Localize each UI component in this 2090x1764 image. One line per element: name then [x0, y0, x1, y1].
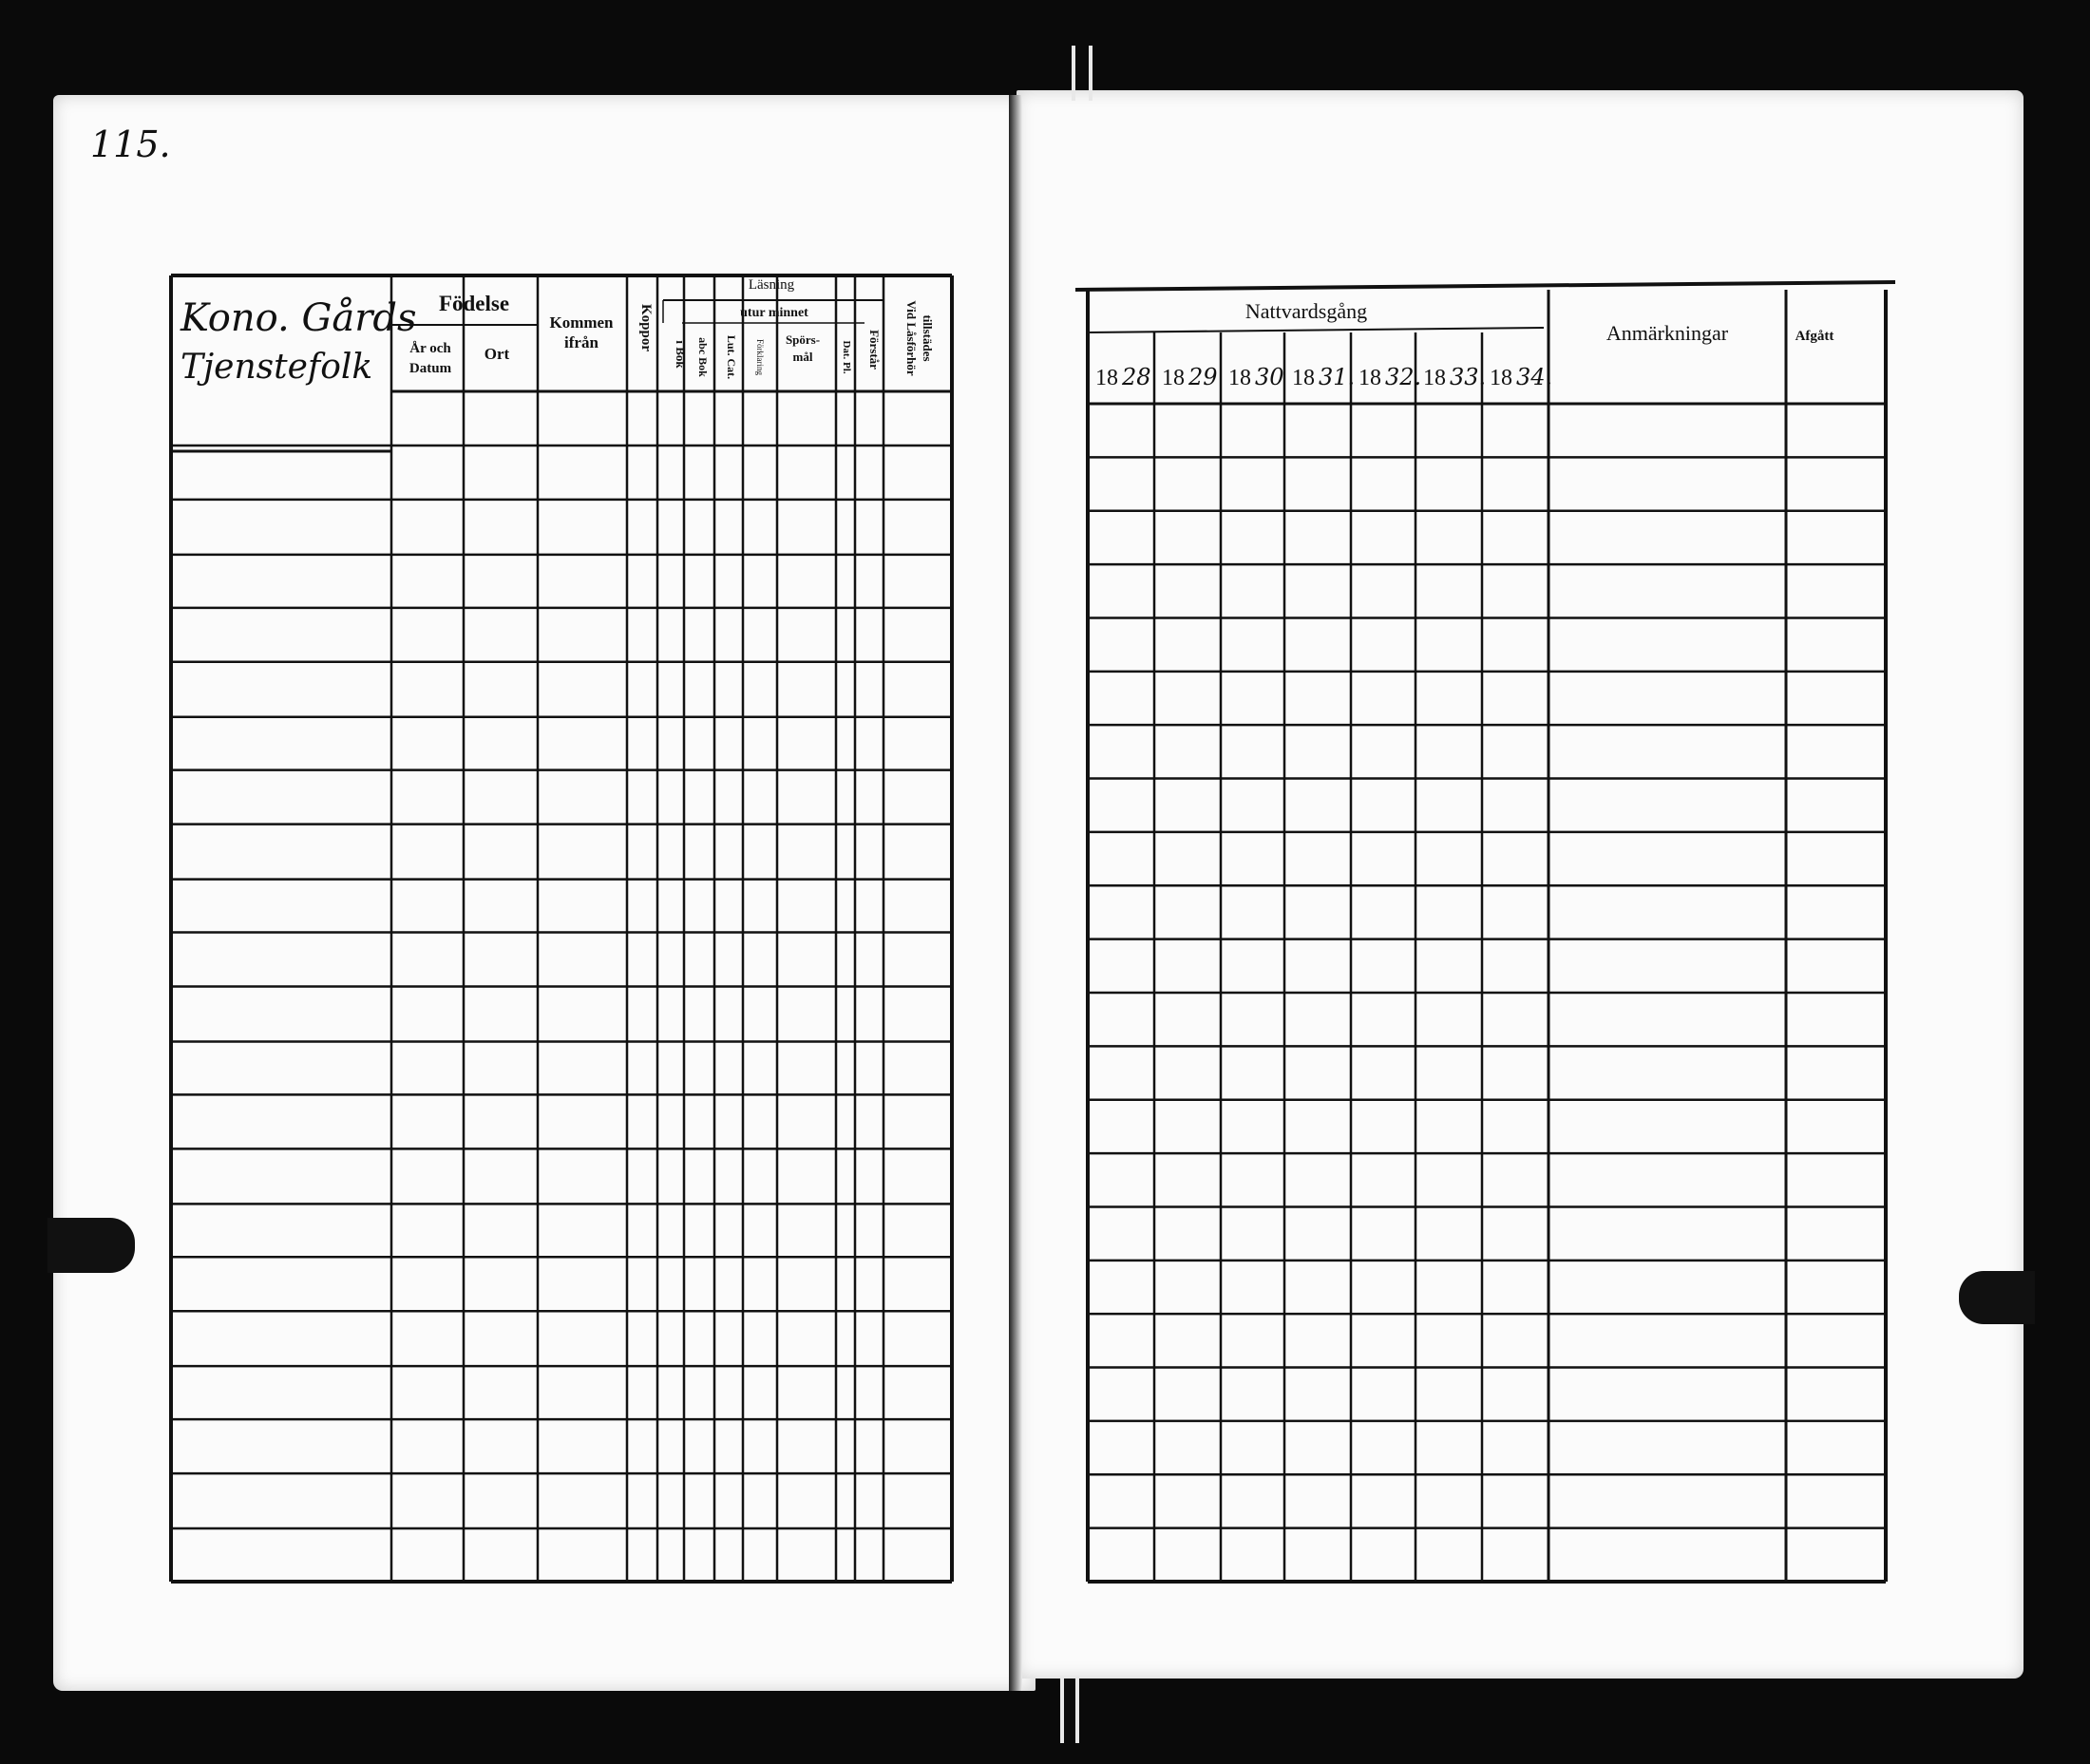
right-register-grid [1075, 282, 1895, 1582]
year-printed-prefix: 18 [1095, 366, 1118, 390]
year-handwritten-suffix: 31. [1319, 364, 1356, 390]
header-ort: Ort [484, 345, 510, 363]
header-dat-pl: Dat. Pl. [841, 340, 852, 374]
grid-line [1088, 328, 1544, 332]
header-forklaring: Förklaring [755, 339, 765, 375]
year-handwritten-suffix: 29 [1188, 364, 1218, 390]
header-forstar: Förstår [867, 330, 882, 370]
header-sporsmal-1: Spörs- [785, 332, 821, 347]
header-lut-cat: Lut. Cat. [725, 334, 738, 380]
header-lasning: Läsning [748, 277, 795, 293]
header-abc-bok: abc Bok [696, 337, 710, 377]
header-sporsmal-2: mål [792, 350, 813, 364]
header-vid-las-1: Vid Låsförhör [904, 300, 919, 376]
section-title-line1: Kono. Gårds [180, 296, 417, 340]
year-handwritten-suffix: 28 [1122, 364, 1151, 390]
header-fodelse: Födelse [438, 292, 510, 315]
page-number: 115. [90, 123, 171, 165]
year-printed-prefix: 18 [1292, 366, 1315, 390]
year-printed-prefix: 18 [1490, 366, 1512, 390]
header-ar-och-datum-1: År och [409, 341, 451, 356]
header-anmarkningar: Anmärkningar [1606, 321, 1729, 345]
left-register-grid [171, 275, 952, 1582]
header-ar-och-datum-2: Datum [408, 361, 452, 376]
header-kommen-2: ifrån [564, 333, 598, 351]
year-printed-prefix: 18 [1228, 366, 1251, 390]
header-vid-las-2: tillstädes [921, 314, 935, 362]
year-labels [1095, 364, 1552, 390]
year-handwritten-suffix: 34. [1516, 364, 1553, 390]
header-i-bok: i Bok [674, 340, 688, 369]
header-koppor: Koppor [638, 303, 654, 352]
year-printed-prefix: 18 [1423, 366, 1446, 390]
form-border [1075, 282, 1895, 290]
year-handwritten-suffix: 32. [1385, 364, 1422, 390]
year-printed-prefix: 18 [1358, 366, 1381, 390]
header-utur-minnet: utur minnet [740, 306, 808, 320]
section-title-line2: Tjenstefolk [180, 348, 373, 387]
year-handwritten-suffix: 33. [1450, 364, 1487, 390]
header-afgatt: Afgått [1795, 329, 1834, 344]
year-printed-prefix: 18 [1162, 366, 1185, 390]
header-nattvardsgang: Nattvardsgång [1244, 299, 1368, 323]
year-handwritten-suffix: 30 [1255, 364, 1284, 390]
header-kommen-1: Kommen [549, 313, 614, 332]
